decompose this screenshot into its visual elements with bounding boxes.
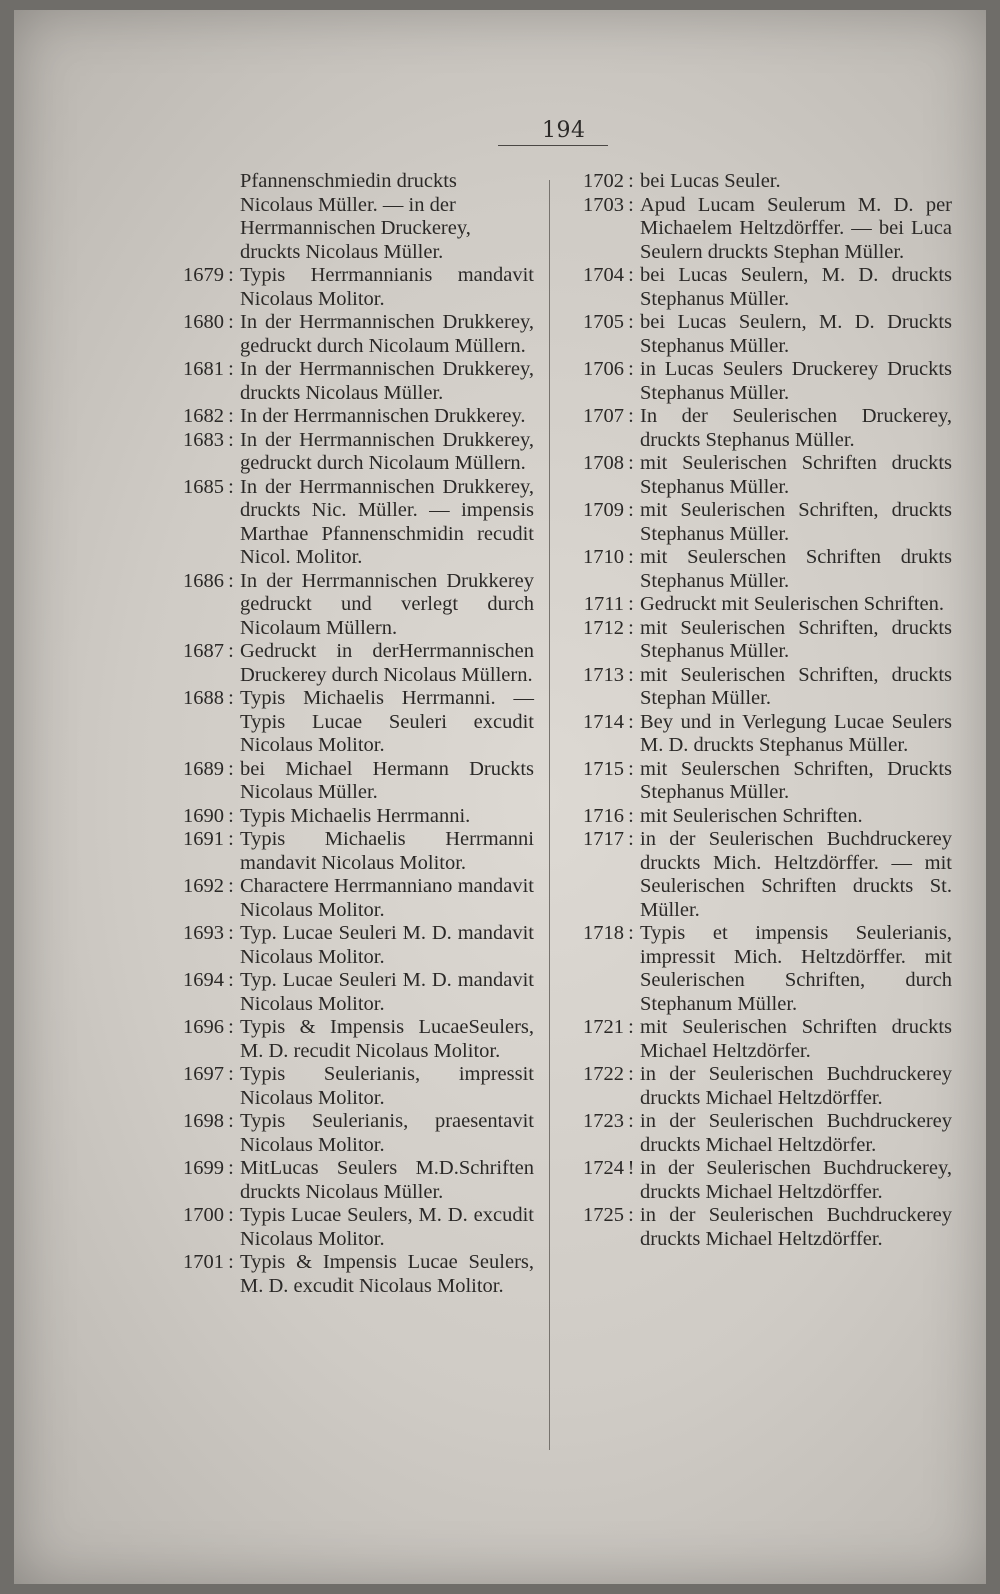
entry-separator: : [628, 828, 634, 850]
year-entry [552, 311, 952, 358]
entry-separator: : [228, 1016, 234, 1038]
entry-year: 1710 [583, 546, 624, 568]
right-column [552, 170, 952, 1251]
entry-text: Typis Seulerianis, impressit Nicolaus Molitor. [240, 1063, 534, 1109]
entry-year: 1680 [183, 311, 224, 333]
left-entry-list [154, 264, 534, 1298]
entry-text: Typis Seulerianis, praesentavit Nicolaus Molitor. [240, 1110, 534, 1156]
entry-year: 1712 [583, 616, 624, 639]
year-entry [552, 664, 952, 711]
year-entry [552, 1204, 952, 1251]
year-entry [552, 194, 952, 265]
year-entry [154, 476, 534, 570]
entry-year: 1705 [583, 311, 624, 333]
year-entry [552, 358, 952, 405]
entry-year: 1700 [183, 1204, 224, 1226]
right-entry-list [552, 170, 952, 1251]
entry-year: 1703 [583, 193, 624, 216]
entry-text: Typis Michaelis Herrmanni. [240, 804, 471, 827]
entry-separator: : [628, 616, 634, 639]
year-entry [552, 1157, 952, 1204]
entry-separator: : [228, 264, 234, 286]
year-entry [154, 570, 534, 641]
entry-separator: : [628, 593, 634, 615]
entry-text: in der Seulerischen Buchdruckerey druckts Michael Heltzdörffer. [640, 1204, 952, 1250]
header-rule [498, 145, 608, 146]
year-entry [552, 499, 952, 546]
entry-text: in der Seulerischen Buchdruckerey, druckts Michael Heltzdörffer. [640, 1157, 952, 1203]
entry-year: 1715 [583, 757, 624, 780]
entry-separator: : [228, 358, 234, 380]
entry-text: In der Herrmannischen Drukkerey, druckts Nicolaus Müller. [240, 358, 534, 404]
entry-separator: : [228, 428, 234, 451]
entry-text: mit Seulerischen Schriften druckts Stephanus Müller. [640, 452, 952, 498]
year-entry [154, 264, 534, 311]
entry-year: 1683 [183, 428, 224, 451]
entry-text: in der Seulerischen Buchdruckerey druckts Michael Heltzdörfer. [640, 1110, 952, 1156]
entry-separator: : [628, 358, 634, 380]
entry-text: mit Seulerschen Schriften drukts Stephanus Müller. [640, 546, 952, 592]
entry-text: bei Michael Hermann Druckts Nicolaus Müller. [240, 757, 534, 803]
year-entry [552, 828, 952, 922]
entry-year: 1692 [183, 875, 224, 897]
entry-year: 1697 [183, 1063, 224, 1085]
entry-text: In der Herrmannischen Drukkerey, gedruckt durch Nicolaum Müllern. [240, 428, 534, 474]
entry-separator: : [228, 828, 234, 850]
lead-paragraph: Pfannenschmiedin druckts Nicolaus Müller. — in der Herrmannischen Druckerey, druckts Nicolaus Müller. [240, 170, 471, 263]
entry-text: In der Herrmannischen Drukkerey, druckts Nic. Müller. — impensis Marthae Pfannenschmidin recudit Nicol. Molitor. [240, 475, 534, 568]
entry-year: 1707 [583, 405, 624, 427]
entry-text: mit Seulerischen Schriften, druckts Stephanus Müller. [640, 499, 952, 545]
entry-year: 1721 [583, 1016, 624, 1038]
year-entry [552, 805, 952, 829]
entry-text: in Lucas Seulers Druckerey Druckts Stephanus Müller. [640, 358, 952, 404]
year-entry [552, 1063, 952, 1110]
year-entry [154, 1110, 534, 1157]
entry-text: Gedruckt in derHerrmannischen Druckerey durch Nicolaus Müllern. [240, 640, 534, 686]
column-divider [549, 180, 550, 1450]
entry-separator: : [628, 710, 634, 733]
entry-text: In der Herrmannischen Drukkerey, gedruckt durch Nicolaum Müllern. [240, 311, 534, 357]
entry-separator: : [228, 922, 234, 944]
entry-text: In der Herrmannischen Drukkerey. [240, 405, 526, 427]
year-entry [552, 264, 952, 311]
year-entry [154, 758, 534, 805]
year-entry [154, 358, 534, 405]
year-entry [154, 640, 534, 687]
entry-year: 1685 [183, 475, 224, 498]
year-entry [552, 617, 952, 664]
entry-separator: : [628, 311, 634, 333]
entry-text: Typis Herrmannianis mandavit Nicolaus Molitor. [240, 264, 534, 310]
entry-year: 1687 [183, 640, 224, 662]
entry-year: 1682 [183, 405, 224, 427]
entry-text: mit Seulerischen Schriften, druckts Stephanus Müller. [640, 616, 952, 662]
entry-separator: : [628, 193, 634, 216]
year-entry [154, 969, 534, 1016]
entry-separator: : [228, 1110, 234, 1132]
entry-separator: : [228, 1251, 234, 1273]
entry-text: Bey und in Verlegung Lucae Seulers M. D. druckts Stephanus Müller. [640, 710, 952, 756]
year-entry [552, 1016, 952, 1063]
entry-year: 1696 [183, 1016, 224, 1038]
year-entry [154, 875, 534, 922]
year-entry [154, 1016, 534, 1063]
entry-year: 1723 [583, 1110, 624, 1132]
entry-separator: : [228, 1063, 234, 1085]
entry-separator: : [628, 264, 634, 286]
entry-text: Typ. Lucae Seuleri M. D. mandavit Nicolaus Molitor. [240, 922, 534, 968]
year-entry [154, 405, 534, 429]
entry-year: 1693 [183, 922, 224, 944]
entry-text: In der Seulerischen Druckerey, druckts Stephanus Müller. [640, 405, 952, 451]
entry-year: 1690 [183, 804, 224, 827]
entry-text: Typis & Impensis LucaeSeulers, M. D. recudit Nicolaus Molitor. [240, 1016, 534, 1062]
entry-year: 1716 [583, 804, 624, 827]
entry-separator: : [228, 1157, 234, 1179]
year-entry [154, 1063, 534, 1110]
entry-separator: ! [627, 1157, 635, 1179]
entry-text: Charactere Herrmanniano mandavit Nicolaus Molitor. [240, 875, 534, 921]
entry-text: mit Seulerschen Schriften, Druckts Stephanus Müller. [640, 757, 952, 803]
entry-year: 1694 [183, 969, 224, 991]
entry-year: 1679 [183, 264, 224, 286]
year-entry [154, 828, 534, 875]
entry-separator: : [628, 1063, 634, 1085]
left-column [154, 170, 534, 1298]
entry-text: in der Seulerischen Buchdruckerey druckts Mich. Heltzdörffer. — mit Seulerischen Schriften druckts St. Müller. [640, 828, 952, 921]
year-entry [154, 687, 534, 758]
entry-text: Typis Michaelis Herrmanni. — Typis Lucae Seuleri excudit Nicolaus Molitor. [240, 687, 534, 756]
entry-year: 1681 [183, 358, 224, 380]
entry-text: bei Lucas Seulern, M. D. Druckts Stephanus Müller. [640, 311, 952, 357]
entry-text: bei Lucas Seuler. [640, 170, 781, 192]
entry-text: Typis Michaelis Herrmanni mandavit Nicolaus Molitor. [240, 828, 534, 874]
entry-year: 1686 [183, 569, 224, 592]
entry-year: 1702 [583, 170, 624, 192]
entry-text: mit Seulerischen Schriften, druckts Stephan Müller. [640, 663, 952, 709]
entry-separator: : [228, 1204, 234, 1226]
year-entry [552, 758, 952, 805]
entry-year: 1711 [583, 593, 624, 615]
entry-separator: : [628, 452, 634, 474]
entry-separator: : [228, 311, 234, 333]
year-entry [552, 593, 952, 617]
entry-year: 1725 [583, 1204, 624, 1226]
entry-separator: : [228, 475, 234, 498]
entry-separator: : [228, 640, 234, 662]
year-entry [154, 311, 534, 358]
entry-text: Typis Lucae Seulers, M. D. excudit Nicolaus Molitor. [240, 1204, 534, 1250]
entry-separator: : [628, 170, 634, 192]
entry-year: 1722 [583, 1063, 624, 1085]
entry-separator: : [628, 546, 634, 568]
year-entry [154, 1204, 534, 1251]
entry-text: Typis et impensis Seulerianis, impressit Mich. Heltzdörffer. mit Seulerischen Schriften, durch Stephanum Müller. [640, 922, 952, 1015]
entry-year: 1717 [583, 828, 624, 850]
year-entry [552, 405, 952, 452]
year-entry [154, 1251, 534, 1298]
entry-separator: : [228, 569, 234, 592]
entry-year: 1698 [183, 1110, 224, 1132]
entry-year: 1691 [183, 828, 224, 850]
entry-separator: : [628, 405, 634, 427]
year-entry [154, 922, 534, 969]
entry-separator: : [228, 875, 234, 897]
entry-year: 1689 [183, 757, 224, 780]
year-entry [154, 1157, 534, 1204]
entry-year: 1699 [183, 1157, 224, 1179]
entry-text: mit Seulerischen Schriften. [640, 804, 863, 827]
entry-year: 1708 [583, 452, 624, 474]
entry-separator: : [628, 1204, 634, 1226]
entry-text: Apud Lucam Seulerum M. D. per Michaelem Heltzdörffer. — bei Luca Seulern druckts Stephan Müller. [640, 193, 952, 263]
entry-year: 1724 [583, 1157, 624, 1179]
entry-year: 1713 [583, 663, 624, 686]
year-entry [552, 170, 952, 194]
entry-year: 1718 [583, 922, 624, 944]
year-entry [552, 1110, 952, 1157]
entry-text: Typ. Lucae Seuleri M. D. mandavit Nicolaus Molitor. [240, 969, 534, 1015]
year-entry [552, 711, 952, 758]
page-number: 194 [542, 118, 586, 143]
entry-year: 1706 [583, 358, 624, 380]
entry-text: bei Lucas Seulern, M. D. druckts Stephanus Müller. [640, 264, 952, 310]
entry-separator: : [228, 405, 234, 427]
entry-year: 1701 [183, 1251, 224, 1273]
book-page [14, 10, 986, 1584]
year-entry [154, 429, 534, 476]
entry-separator: : [228, 804, 234, 827]
entry-year: 1704 [583, 264, 624, 286]
entry-text: Typis & Impensis Lucae Seulers, M. D. excudit Nicolaus Molitor. [240, 1251, 534, 1297]
year-entry [552, 452, 952, 499]
entry-separator: : [628, 757, 634, 780]
year-entry [552, 546, 952, 593]
entry-separator: : [628, 663, 634, 686]
entry-text: MitLucas Seulers M.D.Schriften druckts Nicolaus Müller. [240, 1157, 534, 1203]
entry-year: 1709 [583, 499, 624, 521]
entry-year: 1714 [583, 710, 624, 733]
entry-year: 1688 [183, 687, 224, 709]
entry-separator: : [628, 1110, 634, 1132]
entry-separator: : [628, 1016, 634, 1038]
year-entry [154, 805, 534, 829]
entry-separator: : [628, 499, 634, 521]
entry-separator: : [628, 922, 634, 944]
year-entry [552, 922, 952, 1016]
entry-separator: : [228, 687, 234, 709]
entry-separator: : [228, 757, 234, 780]
entry-separator: : [228, 969, 234, 991]
entry-separator: : [628, 804, 634, 827]
entry-text: mit Seulerischen Schriften druckts Michael Heltzdörfer. [640, 1016, 952, 1062]
entry-text: In der Herrmannischen Drukkerey gedruckt und verlegt durch Nicolaum Müllern. [240, 569, 534, 639]
entry-text: in der Seulerischen Buchdruckerey druckts Michael Heltzdörffer. [640, 1063, 952, 1109]
entry-text: Gedruckt mit Seulerischen Schriften. [640, 593, 944, 615]
